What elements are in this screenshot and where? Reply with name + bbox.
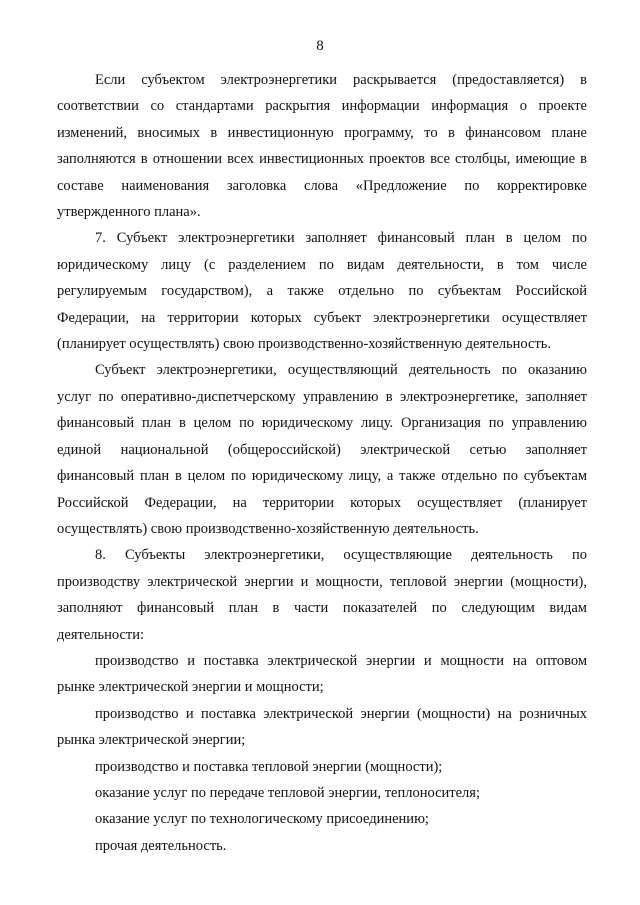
paragraph-item-8: 8. Субъекты электроэнергетики, осуществляющие деятельность по производству электрической энергии и мощности, тепловой энергии (мощности), заполняют финансовый план в части показателей по следующим видам деятельности: (57, 547, 587, 643)
list-item-wholesale-market: производство и поставка электрической энергии и мощности на оптовом рынке электрической энергии и мощности; (57, 652, 587, 696)
page-number: 8 (316, 38, 324, 54)
list-item-grid-connection: оказание услуг по технологическому присоединению; (95, 811, 429, 828)
paragraph-item-7: 7. Субъект электроэнергетики заполняет финансовый план в целом по юридическому лицу (с разделением по видам деятельности, в том числе регулируемым государством), а также отдельно по субъектам Российской Федерации, на территории которых субъект электроэнергетики осуществляет (планирует осуществлять) свою производственно-хозяйственную деятельность. (57, 230, 587, 353)
list-item-retail-market: производство и поставка электрической энергии (мощности) на розничных рынка электрической энергии; (57, 705, 587, 749)
list-item-heat-transmission: оказание услуг по передаче тепловой энергии, теплоносителя; (95, 784, 480, 801)
paragraph-investment-disclosure: Если субъектом электроэнергетики раскрывается (предоставляется) в соответствии со стандартами раскрытия информации информация о проекте изменений, вносимых в инвестиционную программу, то в финансовом плане заполняются в отношении всех инвестиционных проектов все столбцы, имеющие в составе наименования заголовка слова «Предложение по корректировке утвержденного плана». (57, 72, 587, 221)
paragraph-dispatch-operator: Субъект электроэнергетики, осуществляющий деятельность по оказанию услуг по оперативно-диспетчерскому управлению в электроэнергетике, заполняет финансовый план в целом по юридическому лицу. Организация по управлению единой национальной (общероссийской) электрической сетью заполняет финансовый план в целом по юридическому лицу, а также отдельно по субъектам Российской Федерации, на территории которых осуществляет (планирует осуществлять) свою производственно-хозяйственную деятельность. (57, 362, 587, 537)
document-body (57, 67, 587, 859)
list-item-heat-supply: производство и поставка тепловой энергии (мощности); (95, 758, 443, 775)
list-item-other-activity: прочая деятельность. (95, 837, 227, 854)
